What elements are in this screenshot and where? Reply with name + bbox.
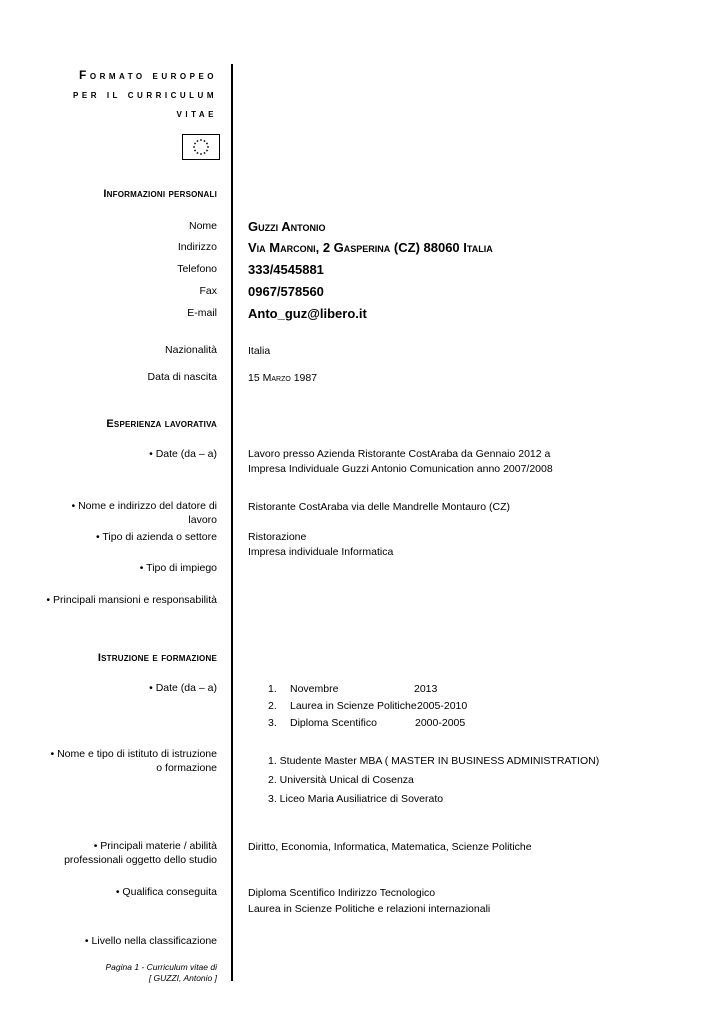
name-label: Nome	[188, 220, 217, 232]
exp-dates-label: • Date (da – a)	[149, 448, 217, 460]
phone-label: Telefono	[177, 263, 217, 275]
name-value: Guzzi Antonio	[248, 219, 326, 234]
address-value: Via Marconi, 2 Gasperina (CZ) 88060 Italia	[248, 240, 493, 255]
sector-line1: Ristorazione	[248, 531, 307, 543]
address-label: Indirizzo	[177, 241, 217, 253]
section-title-education: Istruzione e formazione	[97, 652, 217, 664]
section-title-experience: Esperienza lavorativa	[106, 418, 217, 430]
qualification-label: • Qualifica conseguita	[115, 886, 217, 898]
sector-label: • Tipo di azienda o settore	[95, 531, 217, 543]
sector-line2: Impresa individuale Informatica	[248, 546, 394, 558]
subjects-label-line1: • Principali materie / abilità	[93, 840, 217, 852]
edu-date-year: 2000-2005	[415, 717, 466, 729]
section-title-personal: Informazioni personali	[103, 188, 217, 200]
cv-title-line1: Formato europeo	[79, 68, 217, 82]
birth-value: 15 Marzo 1987	[248, 372, 318, 384]
footer-line2: [ GUZZI, Antonio ]	[148, 973, 217, 983]
edu-date-row	[268, 682, 528, 699]
qualification-line1: Diploma Scentifico Indirizzo Tecnologico	[248, 887, 436, 899]
employer-label-line2: lavoro	[188, 514, 217, 526]
employer-label-line1: • Nome e indirizzo del datore di	[71, 500, 217, 512]
duties-label: • Principali mansioni e responsabilità	[46, 594, 217, 606]
edu-dates-label: • Date (da – a)	[149, 682, 217, 694]
edu-date-num: 3.	[268, 717, 277, 729]
fax-label: Fax	[199, 285, 217, 297]
institute-item: 3. Liceo Maria Ausiliatrice di Soverato	[268, 793, 444, 805]
subjects-label-line2: professionali oggetto dello studio	[64, 854, 217, 866]
cv-title-line3: vitae	[176, 106, 217, 120]
edu-date-row	[268, 699, 528, 716]
edu-date-num: 2.	[268, 700, 277, 712]
fax-value: 0967/578560	[248, 284, 324, 299]
cv-title-line2: per il curriculum	[73, 87, 217, 101]
nationality-value: Italia	[248, 345, 271, 357]
eu-flag-icon	[182, 134, 220, 160]
vertical-divider	[231, 64, 233, 981]
level-label: • Livello nella classificazione	[84, 935, 217, 947]
edu-date-year: 2013	[414, 683, 438, 695]
edu-date-text: Novembre	[290, 683, 339, 695]
edu-dates-list	[268, 682, 528, 733]
phone-value: 333/4545881	[248, 262, 324, 277]
edu-date-year: 2005-2010	[417, 700, 468, 712]
institute-label-line2: o formazione	[156, 762, 217, 774]
employer-value: Ristorante CostAraba via delle Mandrelle Montauro (CZ)	[248, 501, 511, 513]
edu-date-num: 1.	[268, 683, 277, 695]
edu-date-text: Diploma Scentifico	[290, 717, 377, 729]
email-value: Anto_guz@libero.it	[248, 306, 367, 321]
edu-date-text: Laurea in Scienze Politiche	[290, 700, 417, 712]
institute-label-line1: • Nome e tipo di istituto di istruzione	[50, 748, 217, 760]
edu-date-row	[268, 716, 528, 733]
job-type-label: • Tipo di impiego	[139, 562, 217, 574]
exp-dates-line2: Impresa Individuale Guzzi Antonio Comunication anno 2007/2008	[248, 463, 553, 475]
email-label: E-mail	[187, 307, 217, 319]
exp-dates-line1: Lavoro presso Azienda Ristorante CostAraba da Gennaio 2012 a	[248, 448, 551, 460]
birth-label: Data di nascita	[147, 371, 217, 383]
subjects-value: Diritto, Economia, Informatica, Matematica, Scienze Politiche	[248, 841, 532, 853]
nationality-label: Nazionalità	[165, 344, 217, 356]
institute-item: 1. Studente Master MBA ( MASTER IN BUSINESS ADMINISTRATION)	[268, 755, 600, 767]
footer-line1: Pagina 1 - Curriculum vitae di	[105, 962, 217, 972]
qualification-line2: Laurea in Scienze Politiche e relazioni internazionali	[248, 903, 491, 915]
institute-item: 2. Università Unical di Cosenza	[268, 774, 414, 786]
